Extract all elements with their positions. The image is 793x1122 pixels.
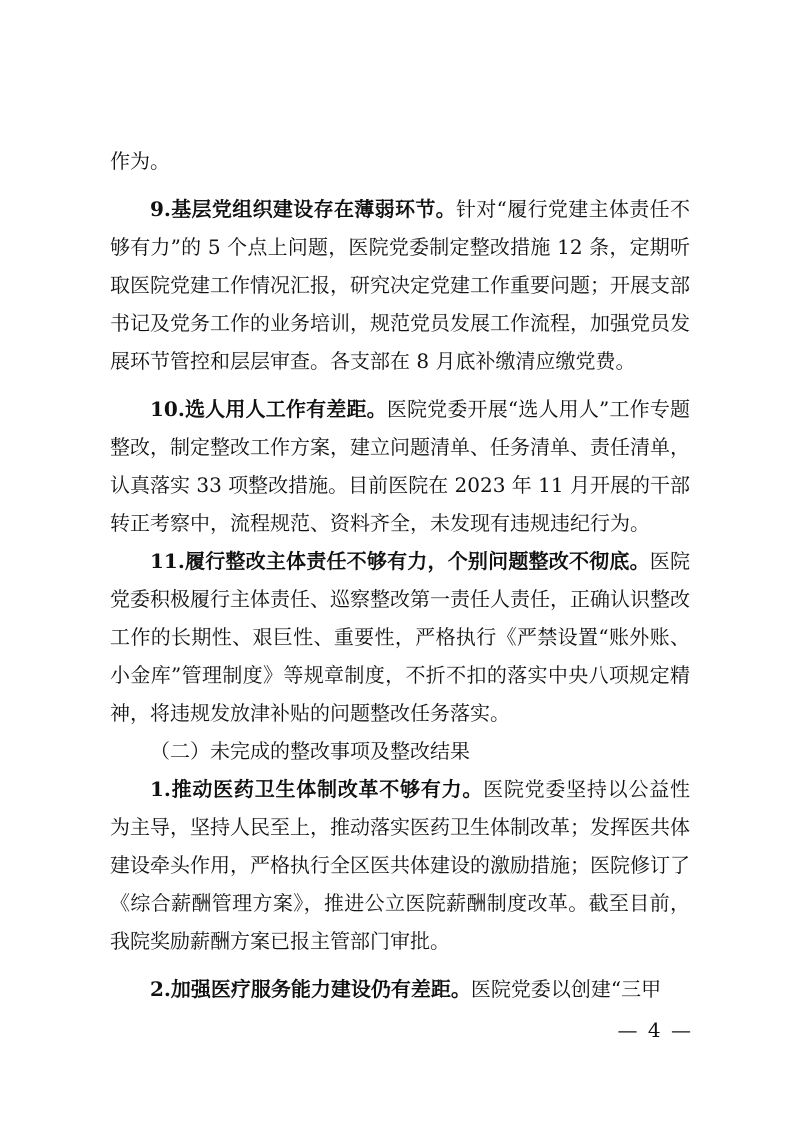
paragraph-1-lead: 9.基层党组织建设存在薄弱环节。 <box>150 197 456 221</box>
section-heading <box>110 732 690 770</box>
paragraph-2-text: 医院党委开展“选人用人”工作专题整改，制定整改工作方案，建立问题清单、任务清单、责任清单，认真落实 33 项整改措施。目前医院在 2023 年 11 月开展的干部转正考察中，流程规范、资料齐全，未发现有违规违纪行为。 <box>110 397 691 535</box>
paragraph-5-text: 医院党委坚持以公益性为主导，坚持人民至上，推动落实医药卫生体制改革；发挥医共体建设牵头作用，严格执行全区医共体建设的激励措施；医院修订了《综合薪酬管理方案》，推进公立医院薪酬制度改革。截至目前，我院奖励薪酬方案已报主管部门审批。 <box>110 777 690 953</box>
paragraph-2 <box>110 390 690 542</box>
paragraph-5 <box>110 770 690 960</box>
paragraph-3 <box>110 542 690 732</box>
paragraph-6 <box>110 970 690 1008</box>
paragraph-0 <box>110 142 690 180</box>
paragraph-6-text: 医院党委以创建“三甲 <box>470 977 662 1001</box>
paragraph-2-lead: 10.选人用人工作有差距。 <box>150 397 387 421</box>
paragraph-1 <box>110 190 690 380</box>
paragraph-5-lead: 1.推动医药卫生体制改革不够有力。 <box>150 777 484 801</box>
section-heading-text: （二）未完成的整改事项及整改结果 <box>150 739 470 763</box>
paragraph-3-lead: 11.履行整改主体责任不够有力，个别问题整改不彻底。 <box>150 549 650 573</box>
page-number: — 4 — <box>617 1018 693 1042</box>
document-body <box>110 142 690 1008</box>
paragraph-6-lead: 2.加强医疗服务能力建设仍有差距。 <box>150 977 471 1001</box>
paragraph-0-text: 作为。 <box>110 149 170 173</box>
paragraph-3-text: 医院党委积极履行主体责任、巡察整改第一责任人责任，正确认识整改工作的长期性、艰巨性、重要性，严格执行《严禁设置“账外账、小金库”管理制度》等规章制度，不折不扣的落实中央八项规定精神，将违规发放津补贴的问题整改任务落实。 <box>110 549 691 725</box>
paragraph-1-text: 针对“履行党建主体责任不够有力”的 5 个点上问题，医院党委制定整改措施 12 条，定期听取医院党建工作情况汇报，研究决定党建工作重要问题；开展支部书记及党务工作的业务培训，规范党员发展工作流程，加强党员发展环节管控和层层审查。各支部在 8 月底补缴清应缴党费。 <box>110 197 690 373</box>
